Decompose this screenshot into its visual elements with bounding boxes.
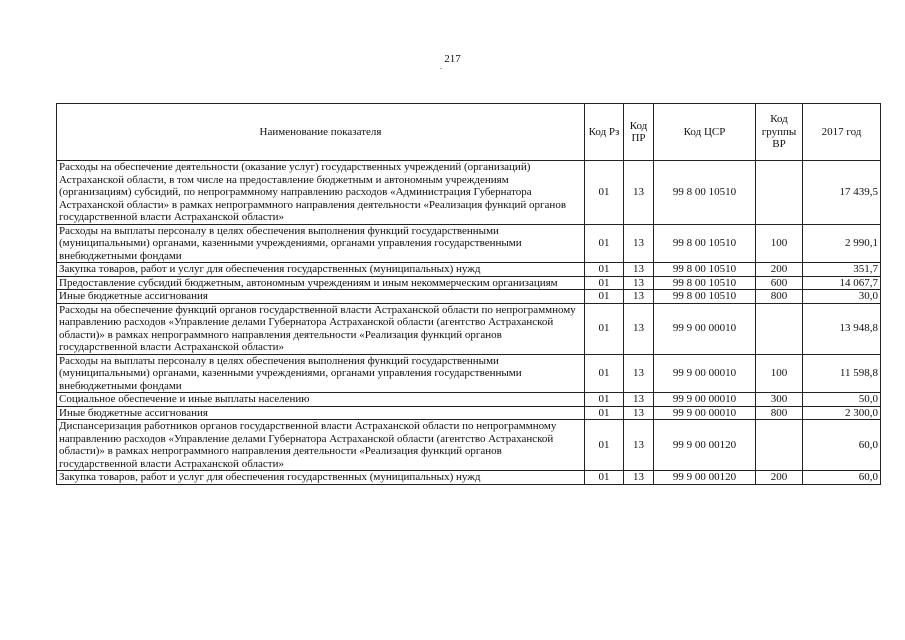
cell-rz: 01 xyxy=(585,393,624,407)
cell-amount: 13 948,8 xyxy=(803,303,881,354)
cell-csr: 99 9 00 00010 xyxy=(654,406,756,420)
page-dot: . xyxy=(440,62,442,71)
table-row xyxy=(57,393,881,407)
budget-table xyxy=(56,103,881,485)
cell-vr xyxy=(756,420,803,471)
cell-name: Закупка товаров, работ и услуг для обеспечения государственных (муниципальных) нужд xyxy=(57,263,585,277)
cell-amount: 2 300,0 xyxy=(803,406,881,420)
cell-amount: 17 439,5 xyxy=(803,161,881,225)
cell-csr: 99 8 00 10510 xyxy=(654,263,756,277)
cell-pr: 13 xyxy=(624,224,654,263)
cell-name: Расходы на обеспечение деятельности (оказание услуг) государственных учреждений (организаций) Астраханской области, в том числе на предоставление бюджетным и автономным учреждениям (организациям) субсидий, по непрограммному направлению расходов «Администрация Губернатора Астраханской области» в рамках непрограммного направления деятельности «Реализация функций органов государственной власти Астраханской области» xyxy=(57,161,585,225)
table-row xyxy=(57,290,881,304)
table-row xyxy=(57,303,881,354)
cell-rz: 01 xyxy=(585,161,624,225)
cell-vr: 100 xyxy=(756,224,803,263)
cell-pr: 13 xyxy=(624,471,654,485)
cell-amount: 60,0 xyxy=(803,471,881,485)
cell-rz: 01 xyxy=(585,406,624,420)
cell-vr: 800 xyxy=(756,290,803,304)
cell-vr: 100 xyxy=(756,354,803,393)
cell-pr: 13 xyxy=(624,290,654,304)
cell-csr: 99 8 00 10510 xyxy=(654,224,756,263)
cell-name: Расходы на выплаты персоналу в целях обеспечения выполнения функций государственными (муниципальными) органами, казенными учреждениями, органами управления государственными внебюджетными фондами xyxy=(57,224,585,263)
cell-amount: 351,7 xyxy=(803,263,881,277)
cell-amount: 30,0 xyxy=(803,290,881,304)
table-row xyxy=(57,161,881,225)
cell-amount: 14 067,7 xyxy=(803,276,881,290)
cell-csr: 99 9 00 00120 xyxy=(654,471,756,485)
cell-amount: 50,0 xyxy=(803,393,881,407)
cell-rz: 01 xyxy=(585,290,624,304)
cell-name: Закупка товаров, работ и услуг для обеспечения государственных (муниципальных) нужд xyxy=(57,471,585,485)
table-row xyxy=(57,224,881,263)
cell-vr xyxy=(756,303,803,354)
table-header-row xyxy=(57,104,881,161)
cell-pr: 13 xyxy=(624,303,654,354)
cell-vr xyxy=(756,161,803,225)
cell-vr: 600 xyxy=(756,276,803,290)
header-vr: Код группы ВР xyxy=(756,104,803,161)
page-number: 217 xyxy=(444,53,461,65)
cell-rz: 01 xyxy=(585,354,624,393)
cell-pr: 13 xyxy=(624,276,654,290)
cell-name: Расходы на выплаты персоналу в целях обеспечения выполнения функций государственными (муниципальными) органами, казенными учреждениями, органами управления государственными внебюджетными фондами xyxy=(57,354,585,393)
cell-csr: 99 8 00 10510 xyxy=(654,290,756,304)
cell-name: Расходы на обеспечение функций органов государственной власти Астраханской области по непрограммному направлению расходов «Управление делами Губернатора Астраханской области (агентство Астраханской области)» в рамках непрограммного направления деятельности «Реализация функций органов государственной власти Астраханской области» xyxy=(57,303,585,354)
cell-amount: 2 990,1 xyxy=(803,224,881,263)
table-row xyxy=(57,406,881,420)
cell-rz: 01 xyxy=(585,471,624,485)
cell-csr: 99 9 00 00120 xyxy=(654,420,756,471)
table-body xyxy=(57,161,881,485)
cell-rz: 01 xyxy=(585,420,624,471)
cell-amount: 11 598,8 xyxy=(803,354,881,393)
cell-rz: 01 xyxy=(585,303,624,354)
cell-csr: 99 9 00 00010 xyxy=(654,354,756,393)
cell-name: Предоставление субсидий бюджетным, автономным учреждениям и иным некоммерческим организациям xyxy=(57,276,585,290)
table-row xyxy=(57,354,881,393)
cell-vr: 800 xyxy=(756,406,803,420)
header-name: Наименование показателя xyxy=(57,104,585,161)
header-year: 2017 год xyxy=(803,104,881,161)
cell-name: Иные бюджетные ассигнования xyxy=(57,406,585,420)
cell-name: Диспансеризация работников органов государственной власти Астраханской области по непрограммному направлению расходов «Управление делами Губернатора Астраханской области (агентство Астраханской области)» в рамках непрограммного направления деятельности «Реализация функций органов государственной власти Астраханской области» xyxy=(57,420,585,471)
cell-csr: 99 9 00 00010 xyxy=(654,303,756,354)
cell-csr: 99 8 00 10510 xyxy=(654,276,756,290)
cell-name: Социальное обеспечение и иные выплаты населению xyxy=(57,393,585,407)
cell-pr: 13 xyxy=(624,406,654,420)
header-pr: Код ПР xyxy=(624,104,654,161)
cell-csr: 99 9 00 00010 xyxy=(654,393,756,407)
cell-rz: 01 xyxy=(585,263,624,277)
cell-pr: 13 xyxy=(624,420,654,471)
cell-name: Иные бюджетные ассигнования xyxy=(57,290,585,304)
cell-pr: 13 xyxy=(624,263,654,277)
header-csr: Код ЦСР xyxy=(654,104,756,161)
cell-csr: 99 8 00 10510 xyxy=(654,161,756,225)
table-row xyxy=(57,420,881,471)
table-row xyxy=(57,263,881,277)
cell-vr: 200 xyxy=(756,471,803,485)
cell-rz: 01 xyxy=(585,276,624,290)
cell-rz: 01 xyxy=(585,224,624,263)
cell-vr: 300 xyxy=(756,393,803,407)
cell-pr: 13 xyxy=(624,354,654,393)
cell-pr: 13 xyxy=(624,161,654,225)
table-row xyxy=(57,471,881,485)
cell-pr: 13 xyxy=(624,393,654,407)
table-row xyxy=(57,276,881,290)
header-rz: Код Рз xyxy=(585,104,624,161)
cell-vr: 200 xyxy=(756,263,803,277)
cell-amount: 60,0 xyxy=(803,420,881,471)
